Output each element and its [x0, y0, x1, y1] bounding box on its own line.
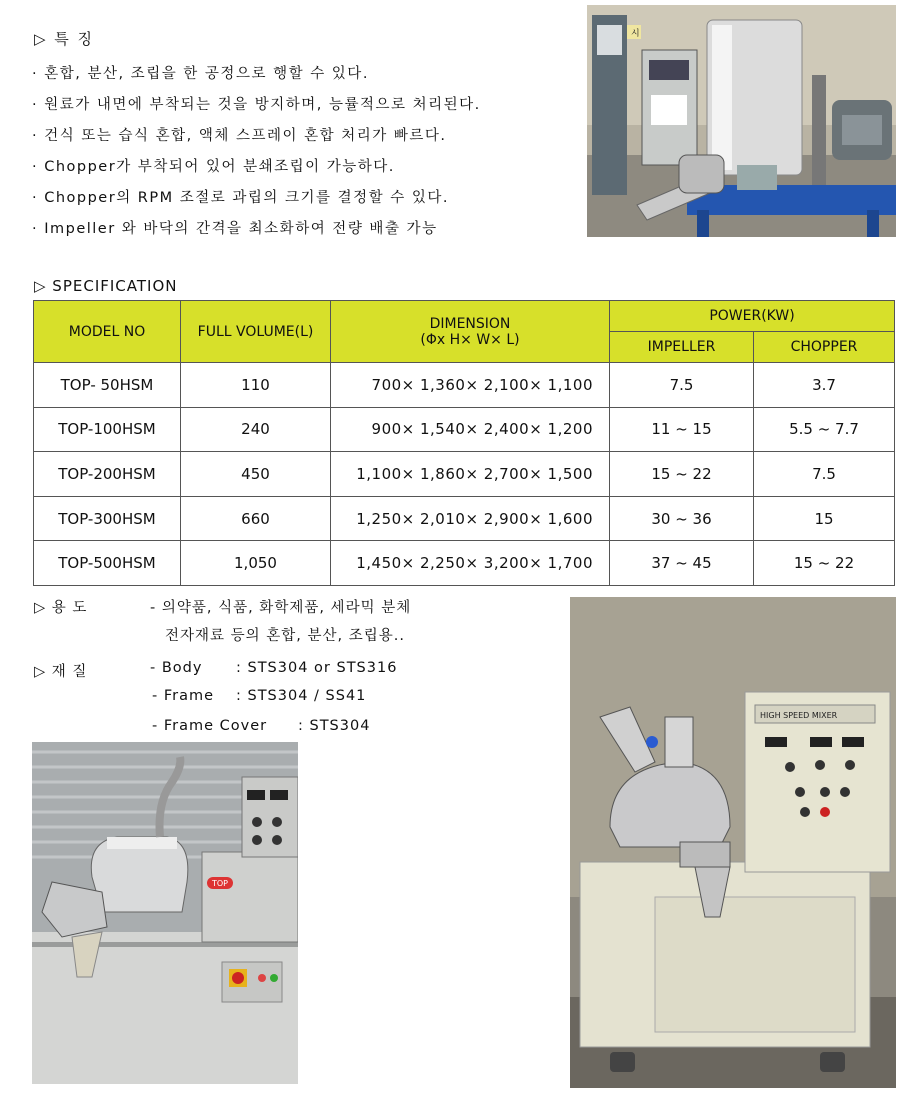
cell-model: TOP-100HSM — [34, 407, 181, 452]
feature-item: · 혼합, 분산, 조립을 한 공정으로 행할 수 있다. — [32, 66, 369, 82]
photo-machine-factory — [587, 5, 896, 237]
table-row — [34, 407, 895, 452]
cell-impeller: 11 ~ 15 — [610, 407, 754, 452]
header-volume: FULL VOLUME(L) — [181, 301, 331, 363]
feature-item: · Impeller 와 바닥의 간격을 최소화하여 전량 배출 가능 — [32, 221, 438, 237]
logo-text: TOP — [212, 879, 229, 888]
header-impeller: IMPELLER — [610, 332, 754, 363]
cell-model: TOP-500HSM — [34, 541, 181, 586]
cell-impeller: 7.5 — [610, 363, 754, 408]
cell-chopper: 15 ~ 22 — [754, 541, 895, 586]
cell-dimension: 700× 1,360× 2,100× 1,100 — [331, 363, 610, 408]
header-dimension — [331, 301, 610, 363]
header-dimension-label: DIMENSION — [429, 315, 511, 332]
material-name: - Frame Cover — [152, 718, 268, 734]
material-value: : STS304 / SS41 — [236, 688, 367, 704]
features-title: ▷ 특 징 — [34, 30, 95, 48]
panel-label: HIGH SPEED MIXER — [760, 711, 838, 720]
cell-volume: 240 — [181, 407, 331, 452]
header-model: MODEL NO — [34, 301, 181, 363]
material-value: : STS304 or STS316 — [236, 660, 398, 676]
cell-model: TOP-200HSM — [34, 452, 181, 497]
cell-model: TOP- 50HSM — [34, 363, 181, 408]
feature-item: · Chopper가 부착되어 있어 분쇄조립이 가능하다. — [32, 159, 395, 175]
material-name: - Body — [150, 660, 203, 676]
cell-chopper: 15 — [754, 496, 895, 541]
cell-volume: 1,050 — [181, 541, 331, 586]
photo-machine-grey — [32, 742, 298, 1084]
feature-item: · 원료가 내면에 부착되는 것을 방지하며, 능률적으로 처리된다. — [32, 97, 481, 113]
cell-model: TOP-300HSM — [34, 496, 181, 541]
photo-high-speed-mixer — [570, 597, 896, 1088]
material-value: : STS304 — [298, 718, 371, 734]
cell-impeller: 37 ~ 45 — [610, 541, 754, 586]
cell-volume: 450 — [181, 452, 331, 497]
cell-chopper: 3.7 — [754, 363, 895, 408]
cell-dimension: 1,250× 2,010× 2,900× 1,600 — [331, 496, 610, 541]
cell-chopper: 5.5 ~ 7.7 — [754, 407, 895, 452]
cell-impeller: 30 ~ 36 — [610, 496, 754, 541]
cell-dimension: 900× 1,540× 2,400× 1,200 — [331, 407, 610, 452]
sign-text: 시 — [631, 29, 640, 39]
feature-item: · 건식 또는 습식 혼합, 액체 스프레이 혼합 처리가 빠르다. — [32, 128, 447, 144]
usage-line-1: - 의약품, 식품, 화학제품, 세라믹 분체 — [150, 600, 412, 616]
header-chopper: CHOPPER — [754, 332, 895, 363]
table-row — [34, 541, 895, 586]
cell-impeller: 15 ~ 22 — [610, 452, 754, 497]
usage-label: ▷ 용 도 — [34, 600, 88, 616]
usage-line-2: 전자재료 등의 혼합, 분산, 조립용.. — [165, 628, 405, 644]
feature-item: · Chopper의 RPM 조절로 과립의 크기를 결정할 수 있다. — [32, 190, 450, 206]
header-dimension-sub: (Φx H× W× L) — [420, 331, 520, 348]
cell-dimension: 1,100× 1,860× 2,700× 1,500 — [331, 452, 610, 497]
cell-volume: 660 — [181, 496, 331, 541]
cell-chopper: 7.5 — [754, 452, 895, 497]
table-row — [34, 496, 895, 541]
features-list — [32, 62, 481, 248]
cell-volume: 110 — [181, 363, 331, 408]
header-power: POWER(KW) — [610, 301, 895, 332]
table-row — [34, 452, 895, 497]
material-label: ▷ 재 질 — [34, 664, 88, 680]
spec-title: ▷ SPECIFICATION — [34, 277, 178, 295]
table-row — [34, 363, 895, 408]
material-name: - Frame — [152, 688, 215, 704]
cell-dimension: 1,450× 2,250× 3,200× 1,700 — [331, 541, 610, 586]
spec-table — [33, 300, 895, 586]
